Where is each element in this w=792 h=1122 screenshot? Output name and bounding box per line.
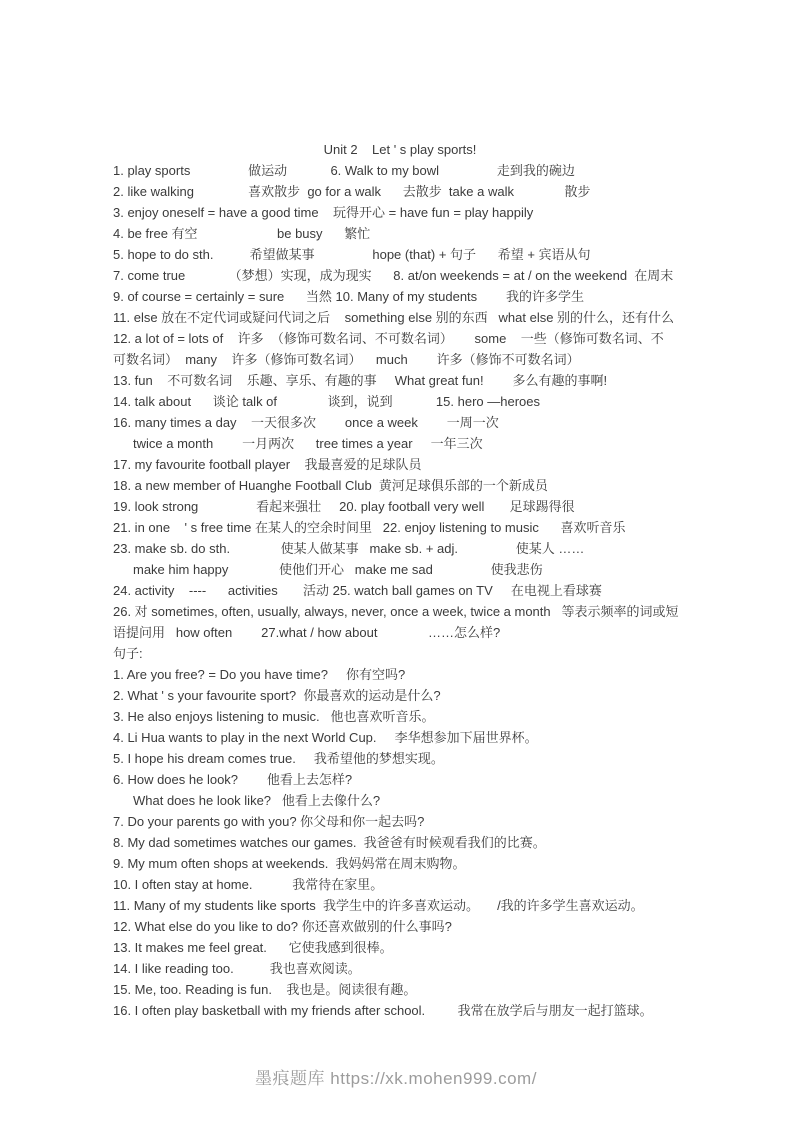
text-line: 15. Me, too. Reading is fun. 我也是。阅读很有趣。	[113, 982, 417, 997]
text-line: 4. Li Hua wants to play in the next World Cup. 李华想参加下届世界杯。	[113, 730, 538, 745]
text-line: twice a month 一月两次 tree times a year 一年三次	[133, 436, 483, 451]
text-line: 7. come true （梦想）实现，成为现实 8. at/on weekends = at / on the weekend 在周末	[113, 268, 674, 283]
text-line: make him happy 使他们开心 make me sad 使我悲伤	[133, 562, 543, 577]
text-line: 14. I like reading too. 我也喜欢阅读。	[113, 961, 361, 976]
text-line: 5. hope to do sth. 希望做某事 hope (that) + 句子 希望 + 宾语从句	[113, 247, 591, 262]
text-line: 4. be free 有空 be busy 繁忙	[113, 226, 371, 241]
text-line: 13. fun 不可数名词 乐趣、享乐、有趣的事 What great fun! 多么有趣的事啊!	[113, 373, 608, 388]
footer-url: https://xk.mohen999.com/	[330, 1069, 537, 1088]
text-line: 23. make sb. do sth. 使某人做某事 make sb. + adj. 使某人 ……	[113, 541, 585, 556]
text-line: 26. 对 sometimes, often, usually, always, never, once a week, twice a month 等表示频率的词或短	[113, 604, 679, 619]
footer-site-name: 墨痕题库	[255, 1069, 326, 1088]
text-line: 11. Many of my students like sports 我学生中的许多喜欢运动。 /我的许多学生喜欢运动。	[113, 898, 644, 913]
text-line: 语提问用 how often 27.what / how about ……怎么样?	[113, 625, 501, 640]
text-line: 1. Are you free? = Do you have time? 你有空吗?	[113, 667, 406, 682]
text-line: 17. my favourite football player 我最喜爱的足球队员	[113, 457, 422, 472]
text-line: 12. a lot of = lots of 许多 （修饰可数名词、不可数名词） some 一些（修饰可数名词、不	[113, 331, 664, 346]
text-line: 10. I often stay at home. 我常待在家里。	[113, 877, 384, 892]
page-title: Unit 2 Let ' s play sports!	[323, 142, 477, 157]
text-line: 2. What ' s your favourite sport? 你最喜欢的运动是什么?	[113, 688, 441, 703]
text-line: 9. My mum often shops at weekends. 我妈妈常在周末购物。	[113, 856, 466, 871]
text-line: 8. My dad sometimes watches our games. 我爸爸有时候观看我们的比赛。	[113, 835, 546, 850]
text-line: 9. of course = certainly = sure 当然 10. Many of my students 我的许多学生	[113, 289, 585, 304]
text-line: 11. else 放在不定代词或疑问代词之后 something else 别的东西 what else 别的什么，还有什么	[113, 310, 675, 325]
text-line: 19. look strong 看起来强壮 20. play football very well 足球踢得很	[113, 499, 575, 514]
document-content	[113, 139, 687, 1021]
text-line: 6. How does he look? 他看上去怎样?	[113, 772, 353, 787]
text-line: 16. I often play basketball with my friends after school. 我常在放学后与朋友一起打篮球。	[113, 1003, 653, 1018]
text-line: 12. What else do you like to do? 你还喜欢做别的什么事吗?	[113, 919, 452, 934]
text-line: 14. talk about 谈论 talk of 谈到，说到 15. hero —heroes	[113, 394, 540, 409]
text-line: 2. like walking 喜欢散步 go for a walk 去散步 take a walk 散步	[113, 184, 591, 199]
text-line: 1. play sports 做运动 6. Walk to my bowl 走到我的碗边	[113, 163, 575, 178]
text-line: What does he look like? 他看上去像什么?	[133, 793, 381, 808]
document-body	[113, 160, 687, 1021]
text-line: 句子:	[113, 646, 143, 661]
text-line: 24. activity ---- activities 活动 25. watch ball games on TV 在电视上看球赛	[113, 583, 602, 598]
text-line: 13. It makes me feel great. 它使我感到很棒。	[113, 940, 393, 955]
text-line: 16. many times a day 一天很多次 once a week 一周一次	[113, 415, 499, 430]
text-line: 21. in one ' s free time 在某人的空余时间里 22. enjoy listening to music 喜欢听音乐	[113, 520, 626, 535]
footer-watermark	[0, 1064, 792, 1089]
text-line: 5. I hope his dream comes true. 我希望他的梦想实现。	[113, 751, 444, 766]
text-line: 3. enjoy oneself = have a good time 玩得开心 = have fun = play happily	[113, 205, 534, 220]
text-line: 7. Do your parents go with you? 你父母和你一起去吗?	[113, 814, 425, 829]
text-line: 18. a new member of Huanghe Football Club 黄河足球俱乐部的一个新成员	[113, 478, 548, 493]
text-line: 3. He also enjoys listening to music. 他也喜欢听音乐。	[113, 709, 435, 724]
text-line: 可数名词） many 许多（修饰可数名词） much 许多（修饰不可数名词）	[113, 352, 580, 367]
